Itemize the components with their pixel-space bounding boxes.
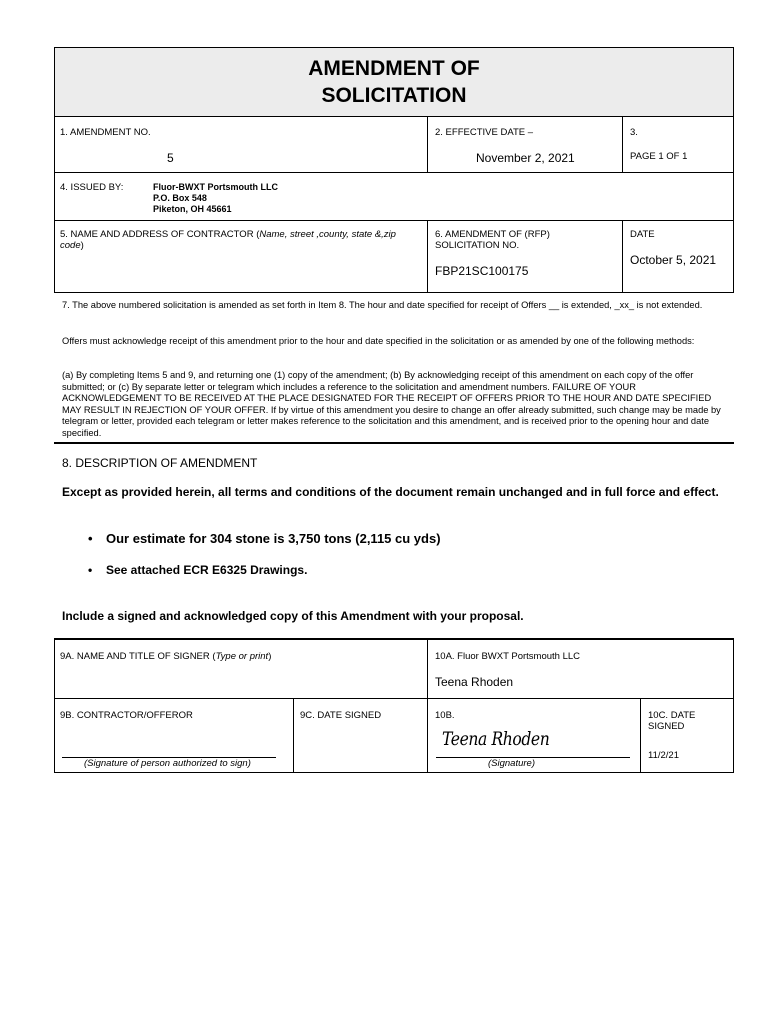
title-box (54, 47, 734, 117)
description-bullets (62, 531, 722, 578)
date-signed-10c-label: 10C. DATE SIGNED (648, 710, 696, 732)
right-border-mid (733, 220, 734, 292)
bullet-item-drawings: • See attached ECR E6325 Drawings. (62, 563, 722, 578)
solicitation-no-value: FBP21SC100175 (435, 264, 529, 278)
date-signed-10c-value: 11/2/21 (648, 750, 679, 761)
effective-date-value: November 2, 2021 (476, 151, 575, 165)
right-border-bottom (733, 638, 734, 773)
bullet-item-stone-estimate: • Our estimate for 304 stone is 3,750 tons (2,115 cu yds) (62, 531, 722, 547)
company-label: 10A. Fluor BWXT Portsmouth LLC (435, 651, 581, 662)
block-8-bottom-line (54, 638, 734, 640)
block-3-label: 3. (630, 127, 638, 138)
signer-name-label: 9A. NAME AND TITLE OF SIGNER (Type or print) (60, 651, 272, 662)
right-border-top (733, 116, 734, 220)
left-border-mid (54, 220, 55, 292)
amendment-no-value: 5 (167, 151, 174, 165)
left-border-bottom (54, 638, 55, 773)
divider-2-3 (622, 116, 623, 172)
row-2-bottom-line (54, 220, 734, 221)
amendment-no-label: 1. AMENDMENT NO. (60, 127, 151, 138)
signature-block-label: 10B. (435, 710, 455, 721)
block-7-bottom-line (54, 442, 734, 444)
signature-image: Teena Rhoden (442, 728, 550, 750)
contractor-signature-caption: (Signature of person authorized to sign) (84, 758, 251, 769)
issuer-signature-caption: (Signature) (488, 758, 535, 769)
row-9a-bottom-line (54, 698, 734, 699)
contractor-offeror-label: 9B. CONTRACTOR/OFFEROR (60, 710, 193, 721)
description-closing: Include a signed and acknowledged copy of this Amendment with your proposal. (62, 609, 524, 623)
block-7-paragraph-2: Offers must acknowledge receipt of this amendment prior to the hour and date specified in the solicitation or as amended by one of the following methods: (62, 336, 695, 346)
description-intro: Except as provided herein, all terms and conditions of the document remain unchanged and in full force and effect. (62, 485, 719, 499)
divider-1-2 (427, 116, 428, 172)
divider-9-10 (427, 638, 428, 773)
issuer-name: Fluor-BWXT Portsmouth LLC (153, 182, 278, 192)
issued-by-label: 4. ISSUED BY: (60, 182, 124, 193)
divider-5-6 (427, 220, 428, 292)
date-value: October 5, 2021 (630, 253, 717, 267)
date-label: DATE (630, 229, 655, 240)
block-7-paragraph-1: 7. The above numbered solicitation is amended as set forth in Item 8. The hour and date specified for receipt of Offers __ is extended, _xx_ is not extended. (62, 300, 703, 310)
divider-10b-10c (640, 698, 641, 773)
page-count: PAGE 1 OF 1 (630, 151, 688, 162)
left-border-top (54, 116, 55, 220)
signer-name-value: Teena Rhoden (435, 675, 514, 689)
form-bottom-line (54, 772, 734, 773)
effective-date-label: 2. EFFECTIVE DATE – (435, 127, 534, 138)
block-7-paragraph-3: (a) By completing Items 5 and 9, and returning one (1) copy of the amendment; (b) By acknowledging receipt of this amendment on each copy of the offer submitted; or (c) By separate letter or telegram which includes a reference to the solicitation and amendment numbers. FAILURE OF YOUR ACKNOWLEDGEMENT TO BE RECEIVED AT THE PLACE DESIGNATED FOR THE RECEIPT OF OFFERS PRIOR TO THE HOUR AND DATE SPECIFIED MAY RESULT IN REJECTION OF YOUR OFFER. If by virtue of this amendment you desire to change an offer already submitted, such change may be made by telegram or letter, provided each telegram or letter makes reference to the solicitation and this amendment, and is received prior to the opening hour and date specified. (62, 370, 721, 438)
divider-9b-9c (293, 698, 294, 773)
row-3-bottom-line (54, 292, 734, 293)
date-signed-label: 9C. DATE SIGNED (300, 710, 382, 721)
issuer-city: Piketon, OH 45661 (153, 204, 232, 214)
divider-6-date (622, 220, 623, 292)
row-1-bottom-line (54, 172, 734, 173)
form-title: AMENDMENT OF SOLICITATION (308, 57, 480, 107)
solicitation-no-label: 6. AMENDMENT OF (RFP) SOLICITATION NO. (435, 229, 550, 251)
description-heading: 8. DESCRIPTION OF AMENDMENT (62, 456, 258, 470)
issuer-po-box: P.O. Box 548 (153, 193, 207, 203)
contractor-address-label: 5. NAME AND ADDRESS OF CONTRACTOR (Name, street ,county, state &,zip code) (60, 229, 396, 251)
